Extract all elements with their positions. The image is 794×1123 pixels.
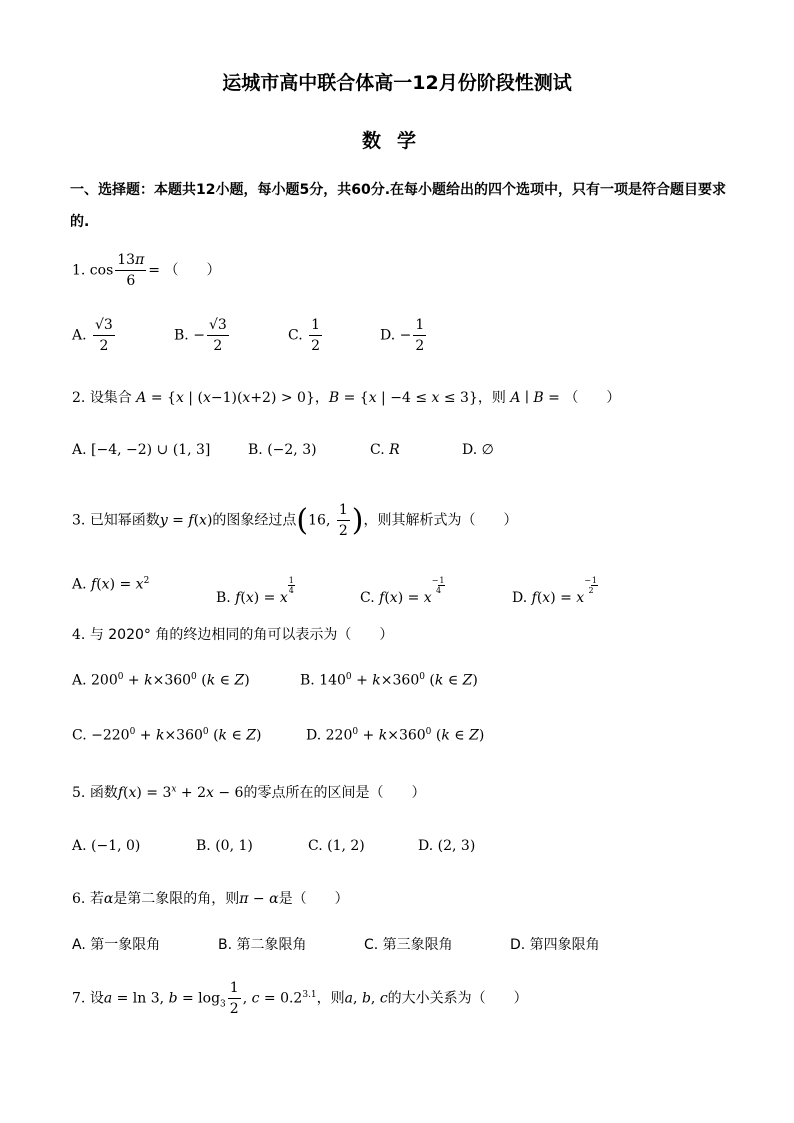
q2-option-b: B. (−2, 3) — [248, 442, 317, 458]
question-5: 5. 函数$f(x) = 3^x + 2x - 6$的零点所在的区间是（ ） — [72, 784, 426, 801]
q1-option-a: A. $\frac{√3}{2}$ — [72, 317, 113, 354]
q4-option-c: C. $-220^0 + k\times 360^0$ (k ∈ Z) — [72, 727, 262, 744]
q5-option-c: C. (1, 2) — [308, 838, 365, 854]
question-7: 7. 设a = ln 3, $b = \log_3$ $\frac{1}{2}$ , $c = 0.2^{3.1}$，则a, b, c的大小关系为（ ） — [72, 980, 528, 1017]
question-2: 2. 设集合 A = {x | (x−1)(x+2) > 0}，B = {x | −4 ≤ x ≤ 3}，则 A ∣ B = （ ） — [72, 390, 621, 406]
q1-option-d: D. − $\frac{1}{2}$ — [380, 317, 425, 354]
q2-option-a: A. [−4, −2) ∪ (1, 3] — [72, 442, 211, 458]
page-subject: 数学 — [361, 130, 432, 152]
section-heading: 一、选择题：本题共12小题，每小题5分，共60分.在每小题给出的四个选项中，只有一项是符合题目要求的. — [70, 182, 727, 230]
q2-option-d: D. ∅ — [462, 442, 494, 458]
q1-option-b: B. − $\frac{√3}{2}$ — [174, 317, 227, 354]
question-4: 4. 与 2020° 角的终边相同的角可以表示为（ ） — [72, 627, 394, 643]
question-3: 3. 已知幂函数y = f(x)的图象经过点(16, $\frac{1}{2}$ )，则其解析式为（ ） — [72, 502, 518, 539]
question-1: 1. cos $\frac{13\pi}{6}$ = （ ） — [72, 252, 221, 289]
question-6: 6. 若α是第二象限的角，则π − α是（ ） — [72, 891, 349, 907]
q3-option-d: D. f(x) = x−1 2 — [512, 576, 597, 606]
q6-option-a: A. 第一象限角 — [72, 937, 161, 953]
q6-option-d: D. 第四象限角 — [510, 937, 600, 953]
q3-option-b: B. f(x) = x $\frac{1}{4}$ — [216, 576, 294, 606]
q2-option-c: C. R — [370, 442, 400, 458]
q4-option-d: D. $220^0 + k\times 360^0$ (k ∈ Z) — [306, 727, 485, 744]
question-number: 1. — [72, 262, 86, 279]
q3-option-c: C. f(x) = x−1 4 — [360, 576, 445, 606]
q6-option-b: B. 第二象限角 — [218, 937, 307, 953]
page-title: 运城市高中联合体高一12月份阶段性测试 — [222, 72, 572, 94]
q5-option-b: B. (0, 1) — [196, 838, 253, 854]
q5-option-a: A. (−1, 0) — [72, 838, 141, 854]
q4-option-b: B. $140^0 + k\times 360^0$ (k ∈ Z) — [300, 672, 478, 689]
q4-option-a: A. $200^0 + k\times 360^0$ (k ∈ Z) — [72, 672, 250, 689]
q5-option-d: D. (2, 3) — [418, 838, 476, 854]
q6-option-c: C. 第三象限角 — [364, 937, 453, 953]
fraction: $\frac{13\pi}{6}$ — [117, 252, 145, 289]
q1-option-c: C. $\frac{1}{2}$ — [288, 317, 321, 354]
q3-option-a: A. $f(x) = x^2$ — [72, 576, 150, 593]
